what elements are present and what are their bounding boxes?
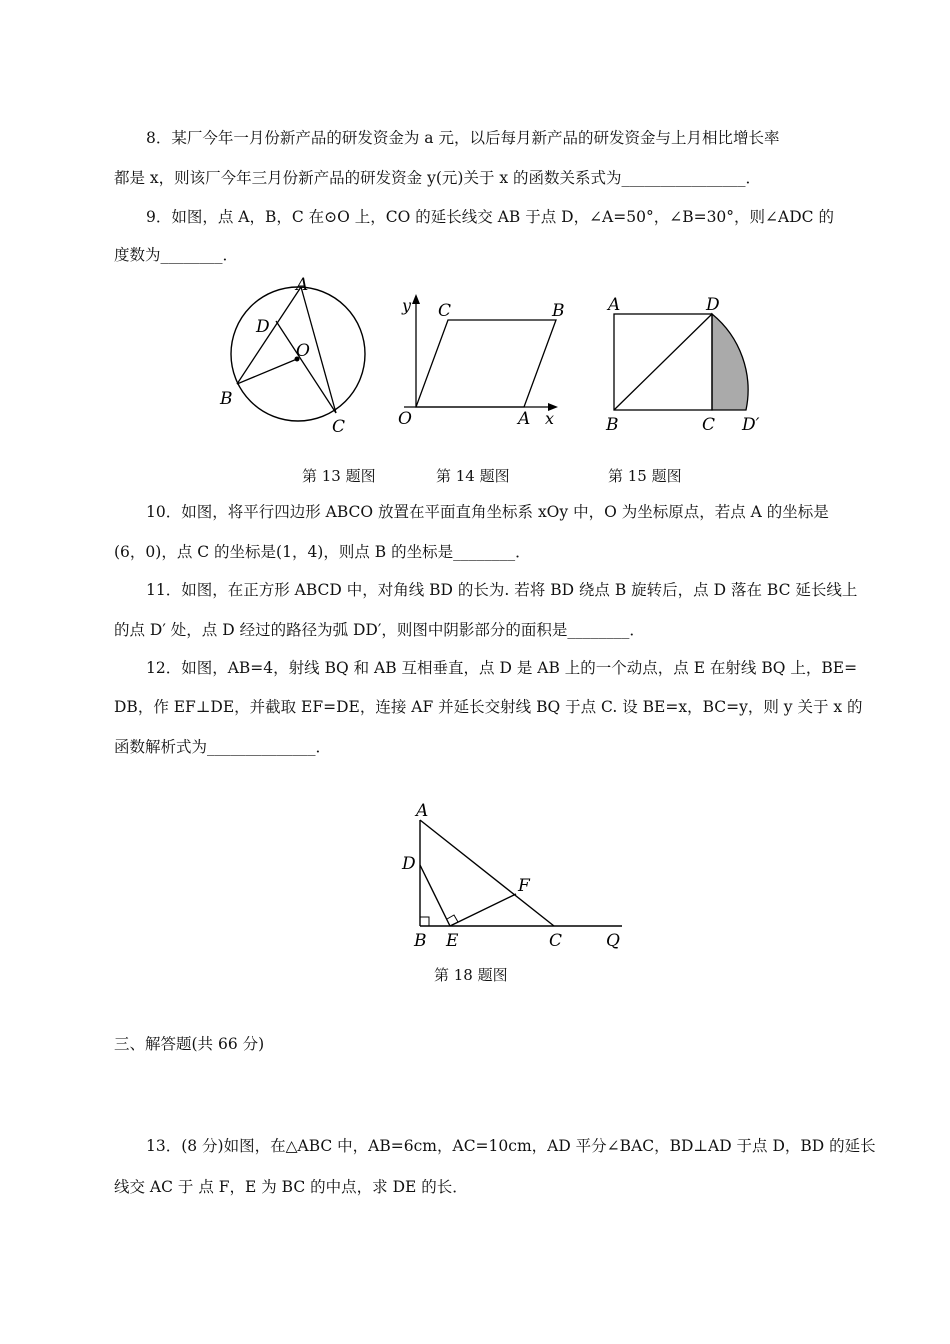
label-b: B [606, 415, 619, 435]
parallelogram-abco [416, 320, 556, 407]
caption-fig-13: 第 13 题图 [302, 467, 376, 485]
section-heading: 三、解答题(共 66 分) [114, 1035, 265, 1053]
label-c: C [549, 931, 563, 951]
label-d: D [706, 295, 720, 315]
problem-8-line-1: 8．某厂今年一月份新产品的研发资金为 a 元，以后每月新产品的研发资金与上月相比增长率 [146, 129, 780, 147]
label-y: y [402, 296, 412, 315]
label-c: C [332, 417, 346, 437]
figure-18 [398, 798, 638, 958]
right-angle-e [447, 915, 458, 922]
label-f: F [518, 876, 530, 896]
problem-11-line-1: 11．如图，在正方形 ABCD 中，对角线 BD 的长为. 若将 BD 绕点 B 旋转后，点 D 落在 BC 延长线上 [146, 581, 858, 599]
label-c: C [438, 301, 452, 321]
label-a: A [416, 801, 429, 821]
figure-15 [596, 290, 776, 440]
right-angle-b [420, 917, 429, 926]
problem-9-line-2: 度数为________． [114, 246, 239, 264]
label-b: B [552, 301, 565, 321]
label-x: x [545, 409, 555, 428]
problem-12-line-3: 函数解析式为______________． [114, 738, 332, 756]
problem-12-line-2: DB，作 EF⊥DE，并截取 EF=DE，连接 AF 并延长交射线 BQ 于点 C. 设 BE=x，BC=y，则 y 关于 x 的 [114, 698, 863, 716]
label-d-prime: D′ [742, 415, 760, 435]
label-b: B [414, 931, 427, 951]
problem-13-line-2: 线交 AC 于 点 F，E 为 BC 的中点，求 DE 的长． [114, 1178, 468, 1196]
label-a: A [518, 409, 531, 429]
segment-dc [276, 321, 336, 413]
y-axis-arrow [412, 294, 420, 304]
label-o: O [398, 409, 412, 429]
label-a: A [296, 275, 309, 295]
caption-fig-14: 第 14 题图 [436, 467, 510, 485]
figure-13 [212, 272, 372, 442]
diagonal-bd [614, 314, 712, 410]
problem-12-line-1: 12．如图，AB=4，射线 BQ 和 AB 互相垂直，点 D 是 AB 上的一个动点，点 E 在射线 BQ 上，BE= [146, 659, 858, 677]
problem-13-line-1: 13．(8 分)如图，在△ABC 中，AB=6cm，AC=10cm，AD 平分∠BAC，BD⊥AD 于点 D，BD 的延长 [146, 1137, 876, 1155]
caption-fig-15: 第 15 题图 [608, 467, 682, 485]
segment-ac [420, 820, 554, 926]
label-d: D [402, 854, 416, 874]
shaded-region [712, 314, 748, 410]
label-e: E [446, 931, 459, 951]
problem-10-line-1: 10．如图，将平行四边形 ABCO 放置在平面直角坐标系 xOy 中，O 为坐标原点，若点 A 的坐标是 [146, 503, 829, 521]
problem-9-line-1: 9．如图，点 A，B，C 在⊙O 上，CO 的延长线交 AB 于点 D，∠A=50°，∠B=30°，则∠ADC 的 [146, 208, 834, 226]
label-b: B [220, 389, 233, 409]
label-o: O [296, 341, 310, 361]
figure-14 [390, 290, 570, 435]
caption-fig-18: 第 18 题图 [434, 966, 508, 984]
label-c: C [702, 415, 716, 435]
problem-10-line-2: (6，0)，点 C 的坐标是(1，4)，则点 B 的坐标是________． [114, 543, 531, 561]
segment-ef [450, 894, 516, 926]
label-d: D [256, 317, 270, 337]
problem-8-line-2: 都是 x，则该厂今年三月份新产品的研发资金 y(元)关于 x 的函数关系式为________________． [114, 169, 762, 187]
label-a: A [608, 295, 621, 315]
problem-11-line-2: 的点 D′ 处，点 D 经过的路径为弧 DD′，则图中阴影部分的面积是________． [114, 621, 645, 639]
label-q: Q [606, 931, 620, 951]
